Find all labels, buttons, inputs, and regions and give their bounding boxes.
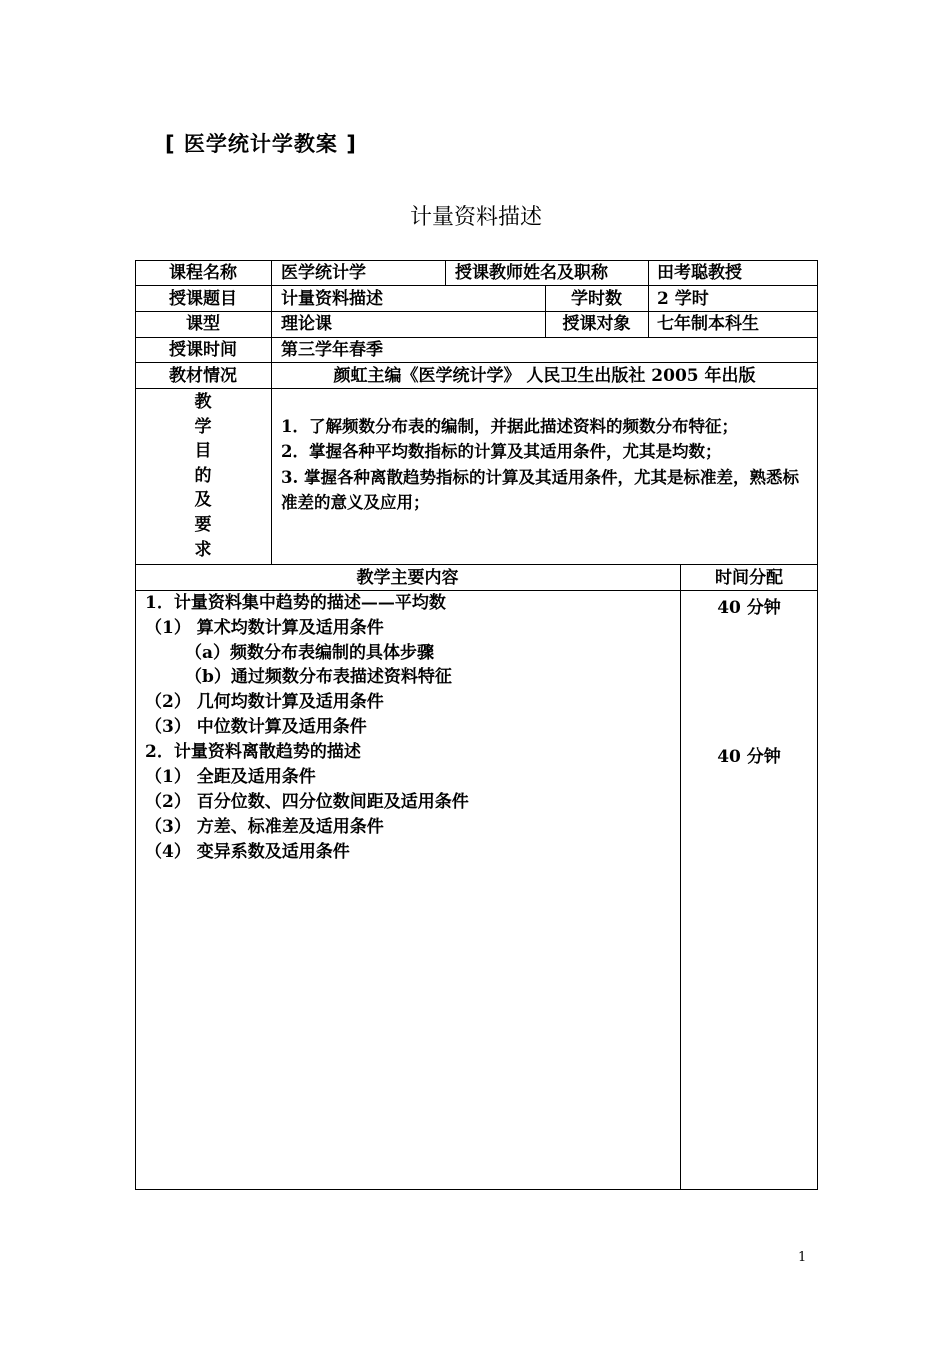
col-divider bbox=[648, 260, 649, 337]
row-divider bbox=[135, 388, 818, 389]
main-content-header: 教学主要内容 bbox=[356, 568, 459, 588]
bracket-title: [ 医学统计学教案 ] bbox=[165, 132, 357, 156]
course-name-label: 课程名称 bbox=[169, 263, 237, 283]
content-line: （2） 几何均数计算及适用条件 bbox=[145, 692, 384, 712]
objective-item: 3. 掌握各种离散趋势指标的计算及其适用条件，尤其是标准差，熟悉标准差的意义及应用； bbox=[281, 468, 799, 512]
row-divider bbox=[135, 285, 818, 286]
topic-label: 授课题目 bbox=[169, 289, 237, 309]
time-allocation-header: 时间分配 bbox=[715, 568, 783, 588]
objectives-label bbox=[135, 390, 271, 562]
content-line: （4） 变异系数及适用条件 bbox=[145, 842, 350, 862]
teacher: 田考聪教授 bbox=[657, 263, 742, 283]
objectives-label-char: 及 bbox=[194, 490, 212, 511]
content-line: 1．计量资料集中趋势的描述——平均数 bbox=[145, 593, 446, 613]
teaching-time: 第三学年春季 bbox=[281, 340, 383, 360]
col-divider bbox=[271, 260, 272, 565]
document-title: 计量资料描述 bbox=[409, 205, 542, 230]
type-label: 课型 bbox=[186, 314, 220, 334]
course-type: 理论课 bbox=[281, 314, 332, 334]
teacher-label: 授课教师姓名及职称 bbox=[455, 263, 608, 283]
col-divider bbox=[680, 565, 681, 1190]
content-line: （2） 百分位数、四分位数间距及适用条件 bbox=[145, 792, 469, 812]
time-allocation: 40 分钟 bbox=[717, 598, 781, 618]
time-allocation: 40 分钟 bbox=[717, 747, 781, 767]
content-line: （3） 方差、标准差及适用条件 bbox=[145, 817, 384, 837]
textbook-label: 教材情况 bbox=[169, 366, 237, 386]
content-line: （3） 中位数计算及适用条件 bbox=[145, 717, 367, 737]
objectives-label-char: 求 bbox=[194, 539, 212, 560]
content-line: （b）通过频数分布表描述资料特征 bbox=[185, 667, 452, 687]
topic: 计量资料描述 bbox=[281, 289, 383, 309]
objectives-label-char: 要 bbox=[194, 514, 212, 535]
objectives-label-char: 教 bbox=[194, 392, 212, 412]
audience-label: 授课对象 bbox=[562, 314, 631, 334]
row-divider bbox=[135, 362, 818, 363]
textbook: 颜虹主编《医学统计学》 人民卫生出版社 2005 年出版 bbox=[333, 366, 756, 386]
content-line: （a）频数分布表编制的具体步骤 bbox=[185, 643, 435, 663]
content-line: （1） 全距及适用条件 bbox=[145, 767, 316, 787]
col-divider bbox=[445, 260, 446, 285]
objective-item: 1．了解频数分布表的编制，并据此描述资料的频数分布特征； bbox=[281, 417, 738, 436]
content-line: （1） 算术均数计算及适用条件 bbox=[145, 618, 384, 638]
objectives-label-char: 目 bbox=[194, 441, 212, 462]
hours: 2 学时 bbox=[657, 289, 709, 309]
objectives-label-char: 的 bbox=[194, 465, 212, 486]
content-line: 2．计量资料离散趋势的描述 bbox=[145, 742, 361, 762]
objective-item: 2．掌握各种平均数指标的计算及其适用条件，尤其是均数； bbox=[281, 442, 722, 461]
audience: 七年制本科生 bbox=[657, 314, 759, 334]
course-name: 医学统计学 bbox=[281, 263, 366, 283]
objectives-label-char: 学 bbox=[194, 416, 212, 437]
time-label: 授课时间 bbox=[169, 340, 237, 360]
hours-label: 学时数 bbox=[571, 289, 622, 309]
page-number: 1 bbox=[798, 1250, 807, 1265]
